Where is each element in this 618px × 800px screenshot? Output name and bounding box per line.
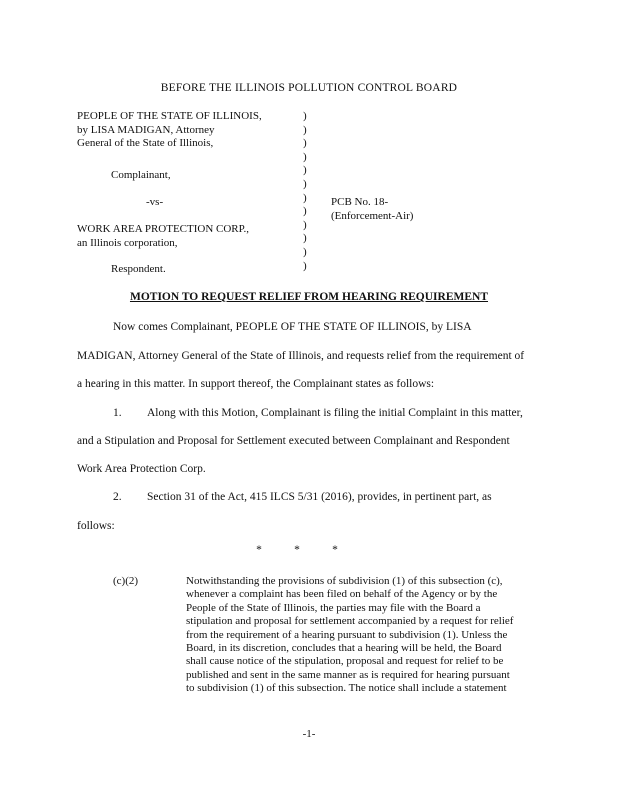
caption-paren: ) <box>303 178 307 190</box>
caption-paren: ) <box>303 137 307 150</box>
complainant-name: PEOPLE OF THE STATE OF ILLINOIS, <box>77 110 262 122</box>
intro-line: a hearing in this matter. In support thereof, the Complainant states as follows: <box>77 378 435 390</box>
page-number: -1- <box>302 728 316 740</box>
statute-line: People of the State of Illinois, the parties may file with the Board a <box>186 601 481 614</box>
caption-paren: ) <box>303 123 307 136</box>
versus-label: -vs- <box>146 196 164 208</box>
respondent-name: WORK AREA PROTECTION CORP., <box>77 223 250 235</box>
paragraph-line: and a Stipulation and Proposal for Settlement executed between Complainant and Respondent <box>77 435 510 447</box>
paragraph-line: Work Area Protection Corp. <box>77 463 206 475</box>
caption-paren: ) <box>303 232 307 245</box>
paragraph-line: Section 31 of the Act, 415 ILCS 5/31 (2016), provides, in pertinent part, as <box>147 491 492 503</box>
caption-paren: ) <box>303 110 307 122</box>
intro-line: Now comes Complainant, PEOPLE OF THE STATE OF ILLINOIS, by LISA <box>113 321 472 333</box>
statute-line: to subdivision (1) of this subsection. The notice shall include a statement <box>186 682 507 695</box>
intro-line: MADIGAN, Attorney General of the State of Illinois, and requests relief from the requirement of <box>77 350 525 362</box>
caption-paren: ) <box>303 164 307 177</box>
case-type: (Enforcement-Air) <box>331 209 414 222</box>
paragraph-line: Along with this Motion, Complainant is filing the initial Complaint in this matter, <box>147 407 523 419</box>
statute-line: Board, in its discretion, concludes that a hearing will be held, the Board <box>186 642 502 654</box>
caption-paren: ) <box>303 150 307 163</box>
case-number: PCB No. 18- <box>331 196 389 208</box>
paragraph-line: follows: <box>77 520 115 532</box>
statute-line: Notwithstanding the provisions of subdivision (1) of this subsection (c), <box>186 575 503 587</box>
motion-heading: MOTION TO REQUEST RELIEF FROM HEARING REQUIREMENT <box>129 291 489 303</box>
paragraph-number: 1. <box>113 407 122 419</box>
respondent-description: an Illinois corporation, <box>77 236 178 249</box>
statute-label: (c)(2) <box>113 575 139 587</box>
star-mark: * <box>256 544 262 556</box>
statute-line: stipulation and proposal for settlement accompanied by a request for relief <box>186 615 514 628</box>
statute-line: whenever a complaint has been filed on behalf of the Agency or by the <box>186 588 498 601</box>
caption-paren: ) <box>303 246 307 258</box>
star-mark: * <box>294 544 300 556</box>
document-title: BEFORE THE ILLINOIS POLLUTION CONTROL BOARD <box>160 82 458 94</box>
complainant-agent: by LISA MADIGAN, Attorney <box>77 123 215 136</box>
caption-paren: ) <box>303 205 307 218</box>
caption-paren: ) <box>303 191 307 204</box>
paragraph-number: 2. <box>113 491 122 503</box>
ellipsis-stars <box>240 544 354 556</box>
complainant-role: Complainant, <box>111 169 171 181</box>
statute-line: published and sent in the same manner as is required for hearing pursuant <box>186 668 510 681</box>
statute-line: shall cause notice of the stipulation, proposal and request for relief to be <box>186 655 504 668</box>
star-mark: * <box>332 544 338 556</box>
respondent-role: Respondent. <box>111 263 166 275</box>
statute-line: from the requirement of a hearing pursuant to subdivision (1). Unless the <box>186 628 508 641</box>
complainant-agent-title: General of the State of Illinois, <box>77 137 214 150</box>
caption-paren: ) <box>303 218 307 231</box>
caption-paren: ) <box>303 259 307 272</box>
